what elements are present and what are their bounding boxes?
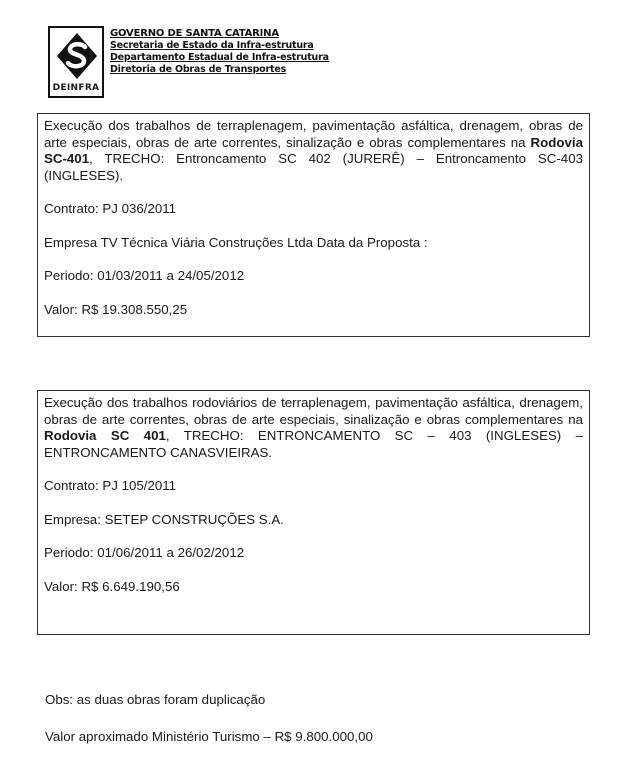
highway-name: Rodovia SC 401 (44, 428, 166, 443)
contract-description (44, 395, 583, 461)
value: Valor: R$ 19.308.550,25 (44, 301, 188, 317)
letterhead (44, 24, 604, 98)
logo-label: DEINFRA (52, 83, 100, 93)
description-text-tail: , TRECHO: ENTRONCAMENTO SC – 403 (INGLESES) – ENTRONCAMENTO CANASVIEIRAS. (44, 428, 584, 460)
departamento-line: Departamento Estadual de Infra-estrutura (110, 52, 329, 63)
diretoria-line: Diretoria de Obras de Transportes (110, 64, 287, 75)
company: Empresa TV Técnica Viária Construções Ltda Data da Proposta : (44, 234, 428, 250)
description-text: Execução dos trabalhos de terraplenagem, pavimentação asfáltica, drenagem, obras de arte especiais, obras de arte correntes, sinalização e obras complementares na (44, 118, 583, 150)
period: Periodo: 01/03/2011 a 24/05/2012 (44, 268, 245, 283)
contract-description (44, 118, 583, 184)
value: Valor: R$ 6.649.190,56 (44, 578, 180, 594)
government-title: GOVERNO DE SANTA CATARINA (110, 28, 279, 39)
company: Empresa: SETEP CONSTRUÇÕES S.A. (44, 511, 284, 527)
observation-note: Obs: as duas obras foram duplicação (45, 692, 266, 707)
description-text: Execução dos trabalhos rodoviários de terraplenagem, pavimentação asfáltica, drenagem, obras de arte correntes, obras de arte especiais, sinalização e obras complementares na (44, 395, 583, 427)
contract-number: Contrato: PJ 036/2011 (44, 201, 177, 216)
approximate-value-note: Valor aproximado Ministério Turismo – R$ 9.800.000,00 (45, 729, 373, 744)
deinfra-logo (48, 26, 104, 98)
period: Periodo: 01/06/2011 a 26/02/2012 (44, 545, 245, 560)
contract-number: Contrato: PJ 105/2011 (44, 478, 177, 493)
organization-block (110, 28, 329, 76)
deinfra-emblem-icon (56, 32, 98, 82)
contract-box-1 (37, 113, 590, 337)
secretaria-line: Secretaria de Estado da Infra-estrutura (110, 40, 314, 51)
description-text-tail: , TRECHO: Entroncamento SC 402 (JURERÊ) – Entroncamento SC-403 (INGLESES). (44, 151, 583, 183)
highway-name: Rodovia SC-401 (44, 134, 583, 166)
contract-box-2 (37, 390, 590, 635)
